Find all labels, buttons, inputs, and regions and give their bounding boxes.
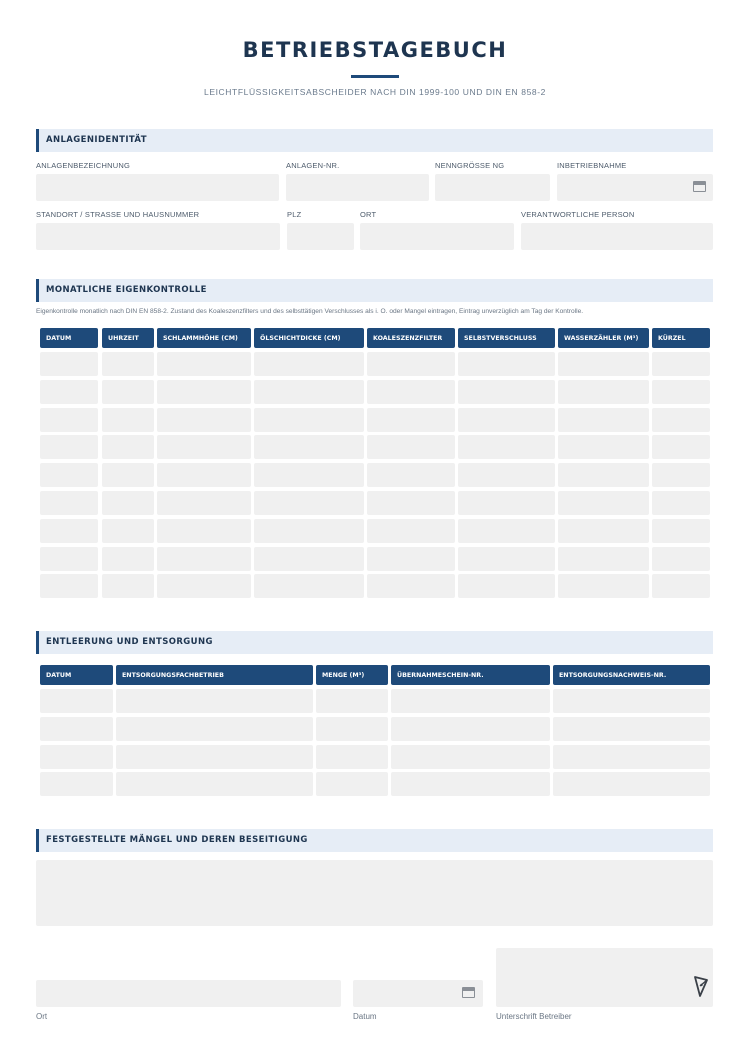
table-cell[interactable] bbox=[40, 689, 113, 713]
table-cell[interactable] bbox=[558, 380, 649, 404]
defects-textarea[interactable] bbox=[36, 860, 713, 926]
label-verantwortlich: VERANTWORTLICHE PERSON bbox=[521, 210, 635, 219]
calendar-icon[interactable] bbox=[693, 181, 706, 192]
table-cell[interactable] bbox=[558, 574, 649, 598]
table-cell[interactable] bbox=[40, 717, 113, 741]
table-cell[interactable] bbox=[652, 435, 710, 459]
column-header: KÜRZEL bbox=[652, 328, 710, 348]
table-cell[interactable] bbox=[458, 519, 555, 543]
table-cell[interactable] bbox=[40, 574, 98, 598]
section-heading-defects bbox=[36, 829, 713, 852]
section-heading-monthly bbox=[36, 279, 713, 302]
table-cell[interactable] bbox=[254, 519, 364, 543]
label-ort: Ort bbox=[36, 1012, 48, 1021]
inbetriebnahme-date-field[interactable] bbox=[557, 174, 713, 201]
column-header: SELBSTVERSCHLUSS bbox=[458, 328, 555, 348]
table-cell[interactable] bbox=[254, 352, 364, 376]
page-subtitle: LEICHTFLÜSSIGKEITSABSCHEIDER NACH DIN 1999-100 UND DIN EN 858-2 bbox=[204, 87, 546, 97]
label-anlagen-nr: ANLAGEN-NR. bbox=[286, 161, 340, 170]
table-cell[interactable] bbox=[558, 435, 649, 459]
calendar-icon[interactable] bbox=[462, 987, 475, 998]
table-cell[interactable] bbox=[316, 689, 388, 713]
table-cell[interactable] bbox=[367, 435, 455, 459]
label-unterschrift: Unterschrift Betreiber bbox=[496, 1012, 572, 1021]
table-cell[interactable] bbox=[116, 717, 313, 741]
section-heading-disposal bbox=[36, 631, 713, 654]
table-cell[interactable] bbox=[458, 463, 555, 487]
table-cell[interactable] bbox=[458, 435, 555, 459]
table-cell[interactable] bbox=[254, 435, 364, 459]
table-cell[interactable] bbox=[316, 772, 388, 796]
table-cell[interactable] bbox=[367, 519, 455, 543]
table-cell[interactable] bbox=[40, 352, 98, 376]
table-cell[interactable] bbox=[652, 380, 710, 404]
table-cell[interactable] bbox=[40, 491, 98, 515]
table-cell[interactable] bbox=[254, 491, 364, 515]
label-nenngroesse: NENNGRÖSSE NG bbox=[435, 161, 505, 170]
table-cell[interactable] bbox=[157, 352, 251, 376]
table-cell[interactable] bbox=[367, 491, 455, 515]
table-cell[interactable] bbox=[40, 772, 113, 796]
table-cell[interactable] bbox=[116, 745, 313, 769]
label-standort: STANDORT / STRASSE UND HAUSNUMMER bbox=[36, 210, 200, 219]
table-cell[interactable] bbox=[553, 745, 710, 769]
column-header: MENGE (M³) bbox=[316, 665, 388, 685]
table-cell[interactable] bbox=[40, 435, 98, 459]
table-cell[interactable] bbox=[652, 463, 710, 487]
table-cell[interactable] bbox=[558, 463, 649, 487]
table-cell[interactable] bbox=[458, 547, 555, 571]
column-header: SCHLAMMHÖHE (CM) bbox=[157, 328, 251, 348]
anlagen-nr-field[interactable] bbox=[286, 174, 429, 201]
table-cell[interactable] bbox=[116, 772, 313, 796]
label-inbetriebnahme: INBETRIEBNAHME bbox=[557, 161, 627, 170]
table-cell[interactable] bbox=[367, 352, 455, 376]
table-cell[interactable] bbox=[102, 463, 154, 487]
label-plz: PLZ bbox=[287, 210, 302, 219]
ort-field[interactable] bbox=[360, 223, 514, 250]
table-cell[interactable] bbox=[102, 408, 154, 432]
table-cell[interactable] bbox=[102, 519, 154, 543]
table-cell[interactable] bbox=[102, 352, 154, 376]
table-cell[interactable] bbox=[391, 772, 550, 796]
section-title: ENTLEERUNG UND ENTSORGUNG bbox=[46, 637, 213, 647]
table-cell[interactable] bbox=[458, 352, 555, 376]
table-cell[interactable] bbox=[40, 519, 98, 543]
table-cell[interactable] bbox=[40, 380, 98, 404]
table-cell[interactable] bbox=[652, 352, 710, 376]
table-cell[interactable] bbox=[367, 408, 455, 432]
table-cell[interactable] bbox=[391, 745, 550, 769]
standort-field[interactable] bbox=[36, 223, 280, 250]
table-cell[interactable] bbox=[316, 745, 388, 769]
table-cell[interactable] bbox=[157, 574, 251, 598]
table-cell[interactable] bbox=[558, 408, 649, 432]
column-header: ÜBERNAHMESCHEIN-NR. bbox=[391, 665, 550, 685]
column-header: UHRZEIT bbox=[102, 328, 154, 348]
label-ort: ORT bbox=[360, 210, 377, 219]
signature-pad[interactable] bbox=[496, 948, 713, 1007]
table-cell[interactable] bbox=[652, 408, 710, 432]
column-header: DATUM bbox=[40, 328, 98, 348]
table-cell[interactable] bbox=[558, 519, 649, 543]
label-anlagenbezeichnung: ANLAGENBEZEICHNUNG bbox=[36, 161, 131, 170]
table-cell[interactable] bbox=[558, 491, 649, 515]
column-header: ENTSORGUNGSNACHWEIS-NR. bbox=[553, 665, 710, 685]
section-title: ANLAGENIDENTITÄT bbox=[46, 135, 147, 145]
table-cell[interactable] bbox=[40, 745, 113, 769]
table-cell[interactable] bbox=[458, 408, 555, 432]
table-cell[interactable] bbox=[157, 463, 251, 487]
table-cell[interactable] bbox=[558, 352, 649, 376]
table-cell[interactable] bbox=[102, 435, 154, 459]
monthly-instructions: Eigenkontrolle monatlich nach DIN EN 858-2. Zustand des Koaleszenzfilters und des selbsttätigen Verschlusses als i. O. oder Mangel eintragen, Eintrag unverzüglich am Tag der Kontrolle. bbox=[36, 308, 584, 315]
table-cell[interactable] bbox=[102, 574, 154, 598]
table-cell[interactable] bbox=[254, 463, 364, 487]
table-cell[interactable] bbox=[652, 547, 710, 571]
table-cell[interactable] bbox=[40, 463, 98, 487]
table-cell[interactable] bbox=[553, 717, 710, 741]
table-cell[interactable] bbox=[254, 408, 364, 432]
table-cell[interactable] bbox=[367, 463, 455, 487]
table-cell[interactable] bbox=[157, 408, 251, 432]
table-cell[interactable] bbox=[316, 717, 388, 741]
table-cell[interactable] bbox=[116, 689, 313, 713]
column-header: WASSERZÄHLER (M³) bbox=[558, 328, 649, 348]
table-cell[interactable] bbox=[553, 689, 710, 713]
table-cell[interactable] bbox=[254, 574, 364, 598]
column-header: DATUM bbox=[40, 665, 113, 685]
verantwortliche-person-field[interactable] bbox=[521, 223, 713, 250]
table-cell[interactable] bbox=[558, 547, 649, 571]
table-cell[interactable] bbox=[553, 772, 710, 796]
table-cell[interactable] bbox=[254, 380, 364, 404]
section-heading-identity bbox=[36, 129, 713, 152]
nenngroesse-field[interactable] bbox=[435, 174, 550, 201]
column-header: ÖLSCHICHTDICKE (CM) bbox=[254, 328, 364, 348]
table-cell[interactable] bbox=[157, 547, 251, 571]
label-datum: Datum bbox=[353, 1012, 377, 1021]
table-cell[interactable] bbox=[102, 380, 154, 404]
column-header: KOALESZENZFILTER bbox=[367, 328, 455, 348]
table-cell[interactable] bbox=[157, 519, 251, 543]
table-cell[interactable] bbox=[254, 547, 364, 571]
table-cell[interactable] bbox=[102, 547, 154, 571]
table-cell[interactable] bbox=[40, 547, 98, 571]
table-cell[interactable] bbox=[40, 408, 98, 432]
column-header: ENTSORGUNGSFACHBETRIEB bbox=[116, 665, 313, 685]
table-cell[interactable] bbox=[367, 380, 455, 404]
table-cell[interactable] bbox=[391, 689, 550, 713]
table-cell[interactable] bbox=[367, 547, 455, 571]
page-title: BETRIEBSTAGEBUCH bbox=[242, 38, 508, 62]
anlagenbezeichnung-field[interactable] bbox=[36, 174, 279, 201]
table-cell[interactable] bbox=[458, 491, 555, 515]
signature-ort-field[interactable] bbox=[36, 980, 341, 1007]
table-cell[interactable] bbox=[652, 574, 710, 598]
table-cell[interactable] bbox=[157, 491, 251, 515]
section-title: FESTGESTELLTE MÄNGEL UND DEREN BESEITIGUNG bbox=[46, 835, 308, 845]
table-cell[interactable] bbox=[458, 380, 555, 404]
table-cell[interactable] bbox=[102, 491, 154, 515]
table-cell[interactable] bbox=[157, 435, 251, 459]
table-cell[interactable] bbox=[652, 519, 710, 543]
table-cell[interactable] bbox=[458, 574, 555, 598]
pen-icon bbox=[693, 975, 709, 999]
table-cell[interactable] bbox=[367, 574, 455, 598]
plz-field[interactable] bbox=[287, 223, 354, 250]
table-cell[interactable] bbox=[652, 491, 710, 515]
table-cell[interactable] bbox=[391, 717, 550, 741]
title-divider bbox=[351, 75, 399, 78]
section-title: MONATLICHE EIGENKONTROLLE bbox=[46, 285, 207, 295]
table-cell[interactable] bbox=[157, 380, 251, 404]
